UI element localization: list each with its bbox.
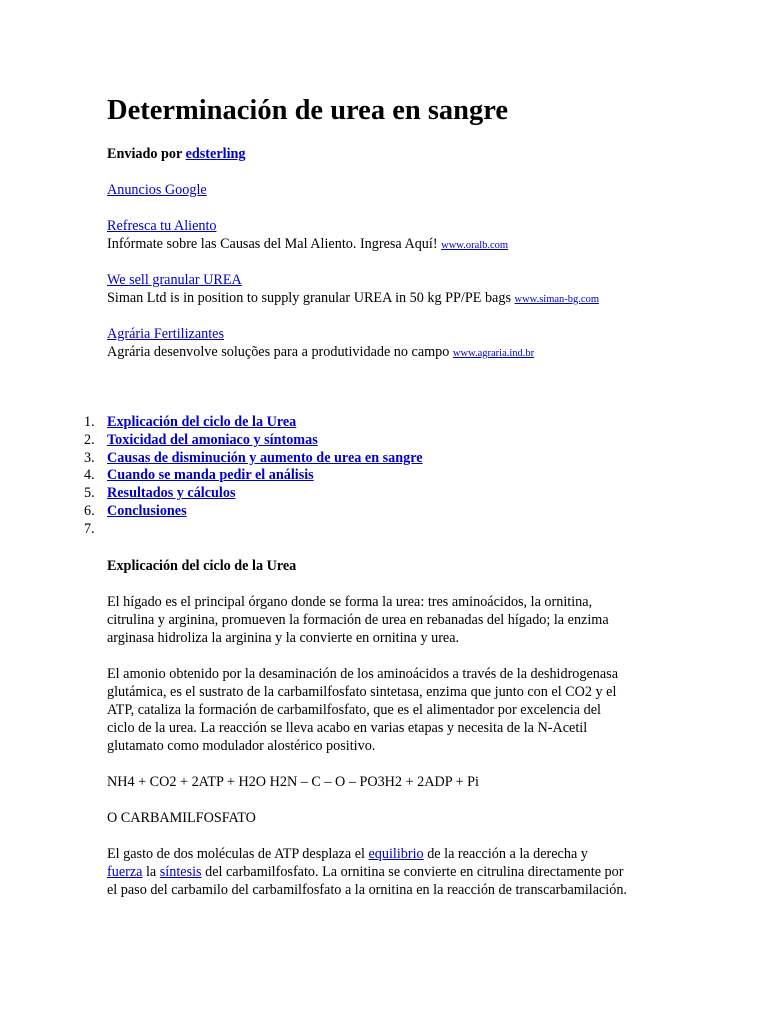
ad-url-link[interactable]: www.agraria.ind.br bbox=[452, 348, 535, 359]
toc-item bbox=[62, 503, 423, 521]
toc-item bbox=[62, 414, 423, 432]
toc-number: 2. bbox=[84, 431, 95, 448]
text-segment: El gasto de dos moléculas de ATP desplaza el bbox=[107, 846, 369, 862]
text-segment: de la reacción a la derecha y bbox=[423, 846, 588, 862]
toc-item bbox=[62, 485, 423, 503]
sintesis-link[interactable]: síntesis bbox=[159, 864, 202, 880]
byline bbox=[107, 145, 667, 163]
toc-link[interactable]: Explicación del ciclo de la Urea bbox=[107, 414, 297, 430]
toc-number: 7. bbox=[84, 520, 95, 537]
paragraph bbox=[107, 593, 667, 647]
toc-number: 1. bbox=[84, 414, 95, 430]
author-link[interactable]: edsterling bbox=[185, 146, 246, 162]
paragraph-line: el paso del carbamilo del carbamilfosfato a la ornitina en la reacción de transcarbamilación. bbox=[107, 882, 627, 898]
ad-text: Agrária desenvolve soluções para a produtividade no campo bbox=[107, 344, 453, 360]
toc-item bbox=[62, 432, 423, 450]
paragraph-line: citrulina y arginina, promueven la formación de urea en rebanadas del hígado; la enzima bbox=[107, 612, 609, 628]
toc-link[interactable]: Causas de disminución y aumento de urea en sangre bbox=[107, 449, 423, 466]
toc-link[interactable]: Toxicidad del amoniaco y síntomas bbox=[107, 431, 318, 448]
toc-item bbox=[62, 450, 423, 468]
ad-title-link[interactable]: Refresca tu Aliento bbox=[107, 218, 217, 234]
ad-title-link[interactable]: We sell granular UREA bbox=[107, 272, 242, 288]
equilibrio-link[interactable]: equilibrio bbox=[368, 846, 424, 862]
paragraph-line: glutamato como modulador alostérico positivo. bbox=[107, 738, 376, 754]
toc-link[interactable]: Cuando se manda pedir el análisis bbox=[107, 467, 314, 484]
toc-number: 3. bbox=[84, 449, 95, 466]
ad-url-link[interactable]: www.siman-bg.com bbox=[514, 294, 599, 305]
paragraph-line: El hígado es el principal órgano donde se forma la urea: tres aminoácidos, la ornitina, bbox=[107, 594, 593, 610]
ad-title-link[interactable]: Agrária Fertilizantes bbox=[107, 326, 224, 342]
paragraph bbox=[107, 665, 667, 755]
toc-number: 4. bbox=[84, 467, 95, 484]
text-segment: del carbamilfosfato. La ornitina se convierte en citrulina directamente por bbox=[201, 864, 624, 880]
toc-item bbox=[62, 521, 423, 539]
ads-section bbox=[107, 181, 667, 199]
section-heading: Explicación del ciclo de la Urea bbox=[107, 558, 297, 574]
fuerza-link[interactable]: fuerza bbox=[107, 864, 143, 880]
ad-text: Infórmate sobre las Causas del Mal Aliento. Ingresa Aquí! bbox=[107, 236, 442, 252]
ad-item bbox=[107, 217, 667, 255]
ad-item bbox=[107, 325, 667, 363]
toc-item bbox=[62, 467, 423, 485]
toc-number: 5. bbox=[84, 485, 95, 502]
table-of-contents bbox=[62, 414, 423, 539]
paragraph-line: glutámica, es el sustrato de la carbamilfosfato sintetasa, enzima que junto con el CO2 y el bbox=[107, 684, 617, 700]
chemical-equation: NH4 + CO2 + 2ATP + H2O H2N – C – O – PO3H2 + 2ADP + Pi bbox=[107, 774, 479, 790]
paragraph-line bbox=[107, 845, 667, 863]
paragraph-line: ATP, cataliza la formación de carbamilfosfato, que es el alimentador por excelencia del bbox=[107, 702, 601, 718]
paragraph bbox=[107, 845, 667, 899]
paragraph-line bbox=[107, 863, 667, 881]
toc-number: 6. bbox=[84, 502, 95, 519]
ads-heading-link[interactable]: Anuncios Google bbox=[107, 182, 207, 198]
ad-item bbox=[107, 271, 667, 309]
toc-link[interactable]: Resultados y cálculos bbox=[107, 485, 236, 502]
paragraph-line: El amonio obtenido por la desaminación de los aminoácidos a través de la deshidrogenasa bbox=[107, 666, 618, 682]
paragraph-line: arginasa hidroliza la arginina y la convierte en ornitina y urea. bbox=[107, 630, 460, 646]
product-label: O CARBAMILFOSFATO bbox=[107, 810, 256, 826]
ad-text: Siman Ltd is in position to supply granular UREA in 50 kg PP/PE bags bbox=[107, 290, 515, 306]
byline-prefix: Enviado por bbox=[107, 146, 186, 162]
toc-link[interactable]: Conclusiones bbox=[107, 502, 187, 519]
paragraph-line: ciclo de la urea. La reacción se lleva acabo en varias etapas y necesita de la N-Acetil bbox=[107, 720, 588, 736]
text-segment: la bbox=[142, 864, 160, 880]
ad-url-link[interactable]: www.oralb.com bbox=[441, 240, 509, 251]
page-title: Determinación de urea en sangre bbox=[107, 95, 509, 126]
